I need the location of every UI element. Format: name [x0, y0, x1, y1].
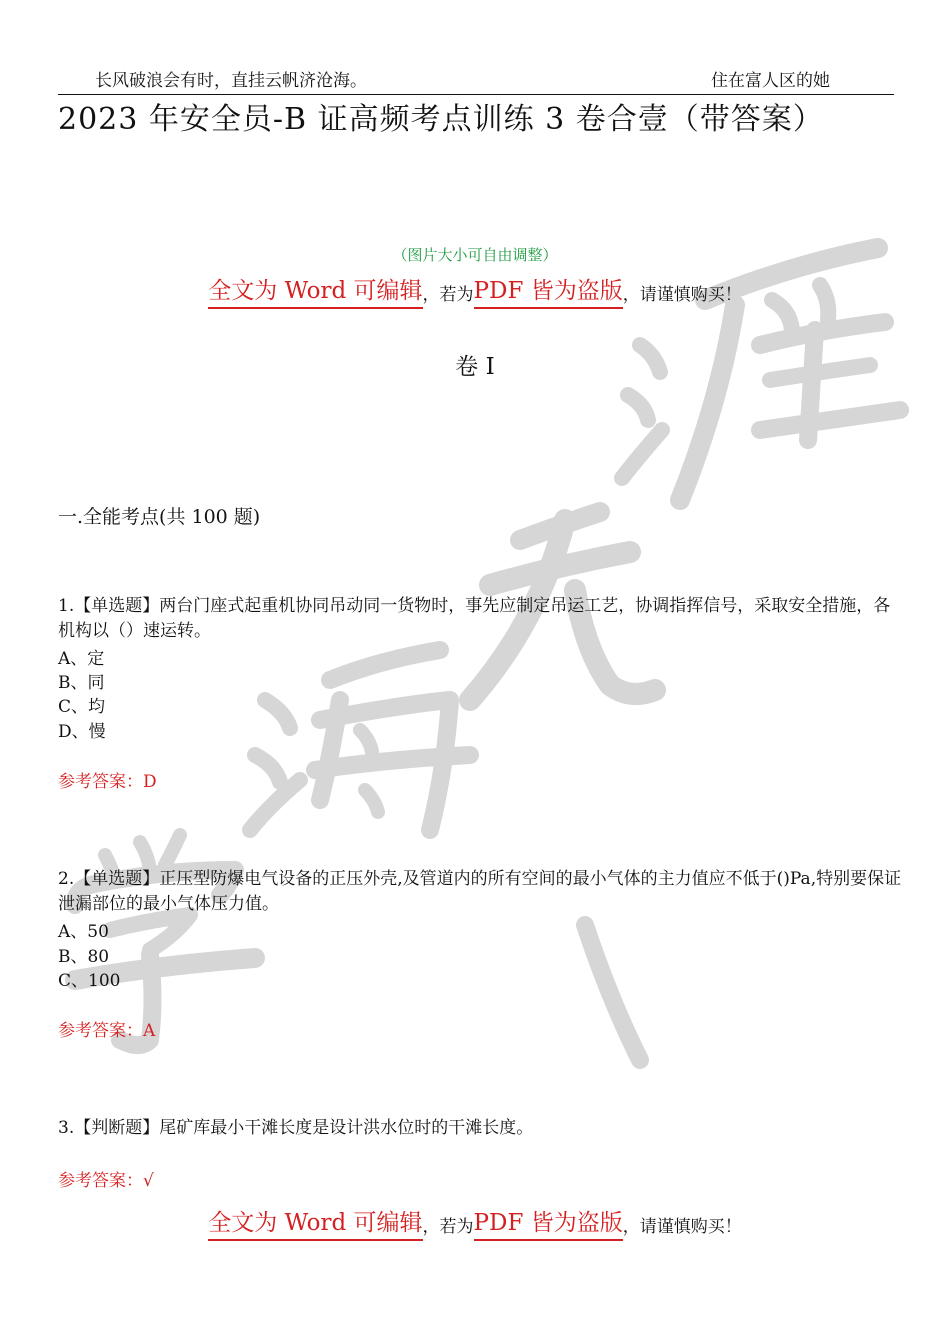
question-1-option-c: C、均	[58, 697, 106, 717]
question-2-option-c: C、100	[58, 971, 121, 991]
volume-heading: 卷 I	[455, 354, 495, 380]
editable-notice-banner-top	[0, 272, 950, 312]
question-1-option-d: D、慢	[58, 722, 106, 742]
header-quote: 长风破浪会有时，直挂云帆济沧海。	[95, 71, 367, 91]
section-heading: 一.全能考点(共 100 题)	[58, 506, 261, 528]
banner-pdf-pirated: PDF 皆为盗版	[474, 1204, 623, 1241]
question-1-option-a: A、定	[58, 649, 105, 669]
document-title: 2023 年安全员-B 证高频考点训练 3 卷合壹（带答案）	[58, 102, 824, 137]
question-1-answer: 参考答案：D	[58, 772, 157, 792]
banner-buy-carefully: ，请谨慎购买！	[622, 285, 742, 305]
banner-pdf-pirated: PDF 皆为盗版	[474, 272, 623, 309]
banner-if: ，若为	[422, 1217, 474, 1237]
question-2-option-b: B、80	[58, 947, 110, 967]
banner-word-editable: 全文为 Word 可编辑	[208, 272, 422, 309]
question-3-answer: 参考答案：√	[58, 1171, 154, 1191]
question-2-option-a: A、50	[58, 922, 109, 942]
banner-if: ，若为	[422, 285, 474, 305]
question-2-answer: 参考答案：A	[58, 1021, 156, 1041]
question-3-text: 3.【判断题】尾矿库最小干滩长度是设计洪水位时的干滩长度。	[58, 1118, 534, 1138]
question-2-text: 2.【单选题】正压型防爆电气设备的正压外壳,及管道内的所有空间的最小气体的主力值应不低于()Pa,特别要保证泄漏部位的最小气体压力值。	[58, 869, 902, 914]
question-1-option-b: B、同	[58, 673, 105, 693]
question-1-text: 1.【单选题】两台门座式起重机协同吊动同一货物时，事先应制定吊运工艺，协调指挥信号，采取安全措施，各机构以（）速运转。	[58, 596, 891, 641]
banner-buy-carefully: ，请谨慎购买！	[622, 1217, 742, 1237]
banner-word-editable: 全文为 Word 可编辑	[208, 1204, 422, 1241]
header-author: 住在富人区的她	[711, 71, 830, 91]
image-resize-note: （图片大小可自由调整）	[392, 246, 558, 264]
editable-notice-banner-bottom	[0, 1204, 950, 1244]
